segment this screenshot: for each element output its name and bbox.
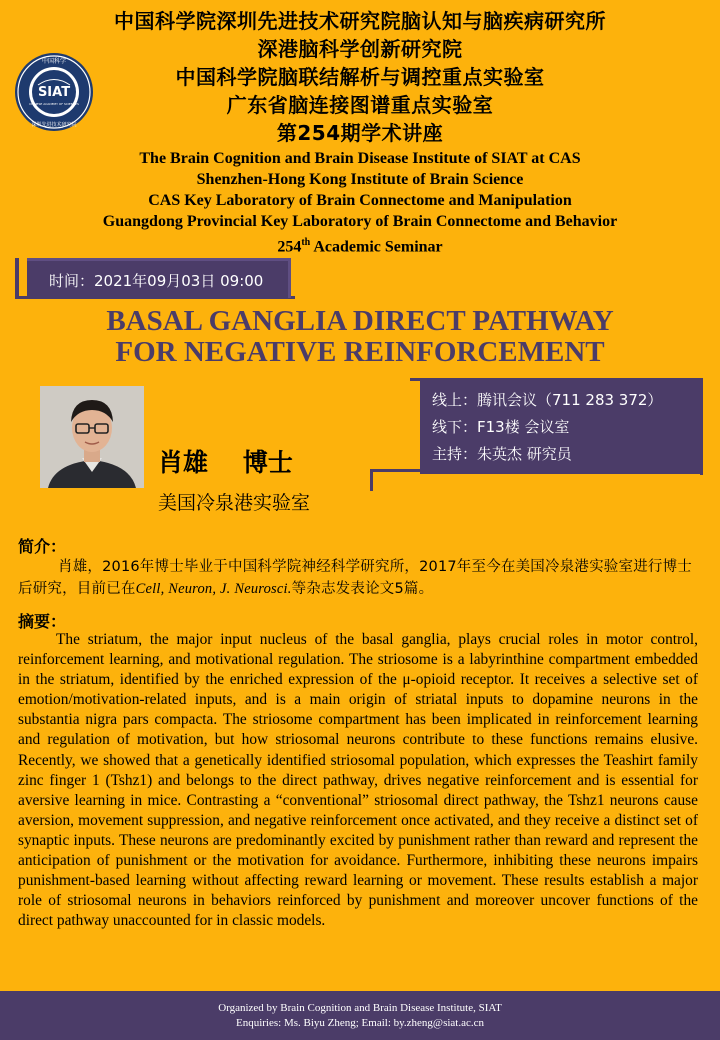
footer-organizer: Organized by Brain Cognition and Brain Disease Institute, SIAT [218,1002,502,1014]
siat-logo [14,52,94,132]
abstract-heading: 摘要： [18,612,67,631]
footer-enquiries: Enquiries: Ms. Biyu Zheng; Email: by.zheng@siat.ac.cn [235,1017,484,1029]
institute-title-cn-4: 广东省脑连接图谱重点实验室 [226,93,494,117]
abstract-text: The striatum, the major input nucleus of the basal ganglia, plays crucial roles in motor control, reinforcement learning, and motivational regulation. The striosome is a labyrinthine compartment embedded in the striatum, identified by the enriched expression of the μ-opioid receptor. It receives a selective set of emotion/motivation-related inputs, and is a main origin of striatal inputs to dopamine neurons in the substantia nigra pars compacta. The striosome compartment has been implicated in reinforcement learning and regulation of motivation, but how striosomal neurons contribute to these functions remains elusive. Recently, we showed that a genetically identified striosomal population, which expresses the Teashirt family zinc finger 1 (Tshz1) and belongs to the direct pathway, drives negative reinforcement and is essential for aversive learning in mice. Contrasting a “conventional” striosomal direct pathway, the Tshz1 neurons cause aversion, movement suppression, and negative reinforcement once activated, and they receive a distinct set of synaptic inputs. These neurons are predominantly excited by punishment rather than reward and represent the anticipation of punishment or the motivation for avoidance. Furthermore, inhibiting these neurons impairs punishment-based learning without affecting reward learning or movement. These results establish a major role of striosomal neurons in behaviors reinforced by punishment and moreover uncover functions of the direct pathway unaccounted for in classic models. [18,631,698,930]
footer [0,991,720,1040]
institute-title-en-1: The Brain Cognition and Brain Disease Institute of SIAT at CAS [139,150,581,167]
speaker-photo [40,386,144,488]
institute-title-en-3: CAS Key Laboratory of Brain Connectome and Manipulation [148,192,572,209]
host: 主持：朱英杰 研究员 [432,445,572,463]
seminar-time: 时间：2021年09月03日 09:00 [27,258,291,298]
info-box-frame-right [700,381,703,475]
svg-text:深圳先进技术研究院: 深圳先进技术研究院 [31,122,77,128]
talk-title: BASAL GANGLIA DIRECT PATHWAY FOR NEGATIVE REINFORCEMENT [106,305,614,368]
bio-heading: 简介： [18,537,67,556]
institute-title-cn-3: 中国科学院脑联结解析与调控重点实验室 [175,65,545,89]
institute-title-cn-2: 深港脑科学创新研究院 [257,37,463,61]
svg-text:SIAT: SIAT [37,85,71,100]
institute-title-cn-1: 中国科学院深圳先进技术研究院脑认知与脑疾病研究所 [114,9,606,33]
seminar-number-en: 254th Academic Seminar [277,237,443,256]
time-box-frame-left [15,258,19,298]
online-meeting: 线上：腾讯会议（711 283 372） [432,391,663,409]
institute-title-en-2: Shenzhen-Hong Kong Institute of Brain Science [196,171,524,188]
meeting-info-box [420,381,700,474]
svg-text:CHINESE ACADEMY OF SCIENCES: CHINESE ACADEMY OF SCIENCES [29,102,79,106]
info-box-frame-left [370,469,373,491]
institute-title-en-4: Guangdong Provincial Key Laboratory of Brain Connectome and Behavior [102,213,618,230]
seminar-number-cn: 第254期学术讲座 [276,121,444,145]
svg-text:中国科学: 中国科学 [41,58,67,65]
speaker-name: 肖雄 博士 [158,448,293,477]
speaker-bio: 肖雄，2016年博士毕业于中国科学院神经科学研究所，2017年至今在美国冷泉港实验室进行博士后研究，目前已在Cell, Neuron, J. Neurosci.等杂志发表论文5篇。 [18,559,692,597]
speaker-affiliation: 美国冷泉港实验室 [158,492,311,514]
offline-venue: 线下：F13楼 会议室 [432,418,570,436]
